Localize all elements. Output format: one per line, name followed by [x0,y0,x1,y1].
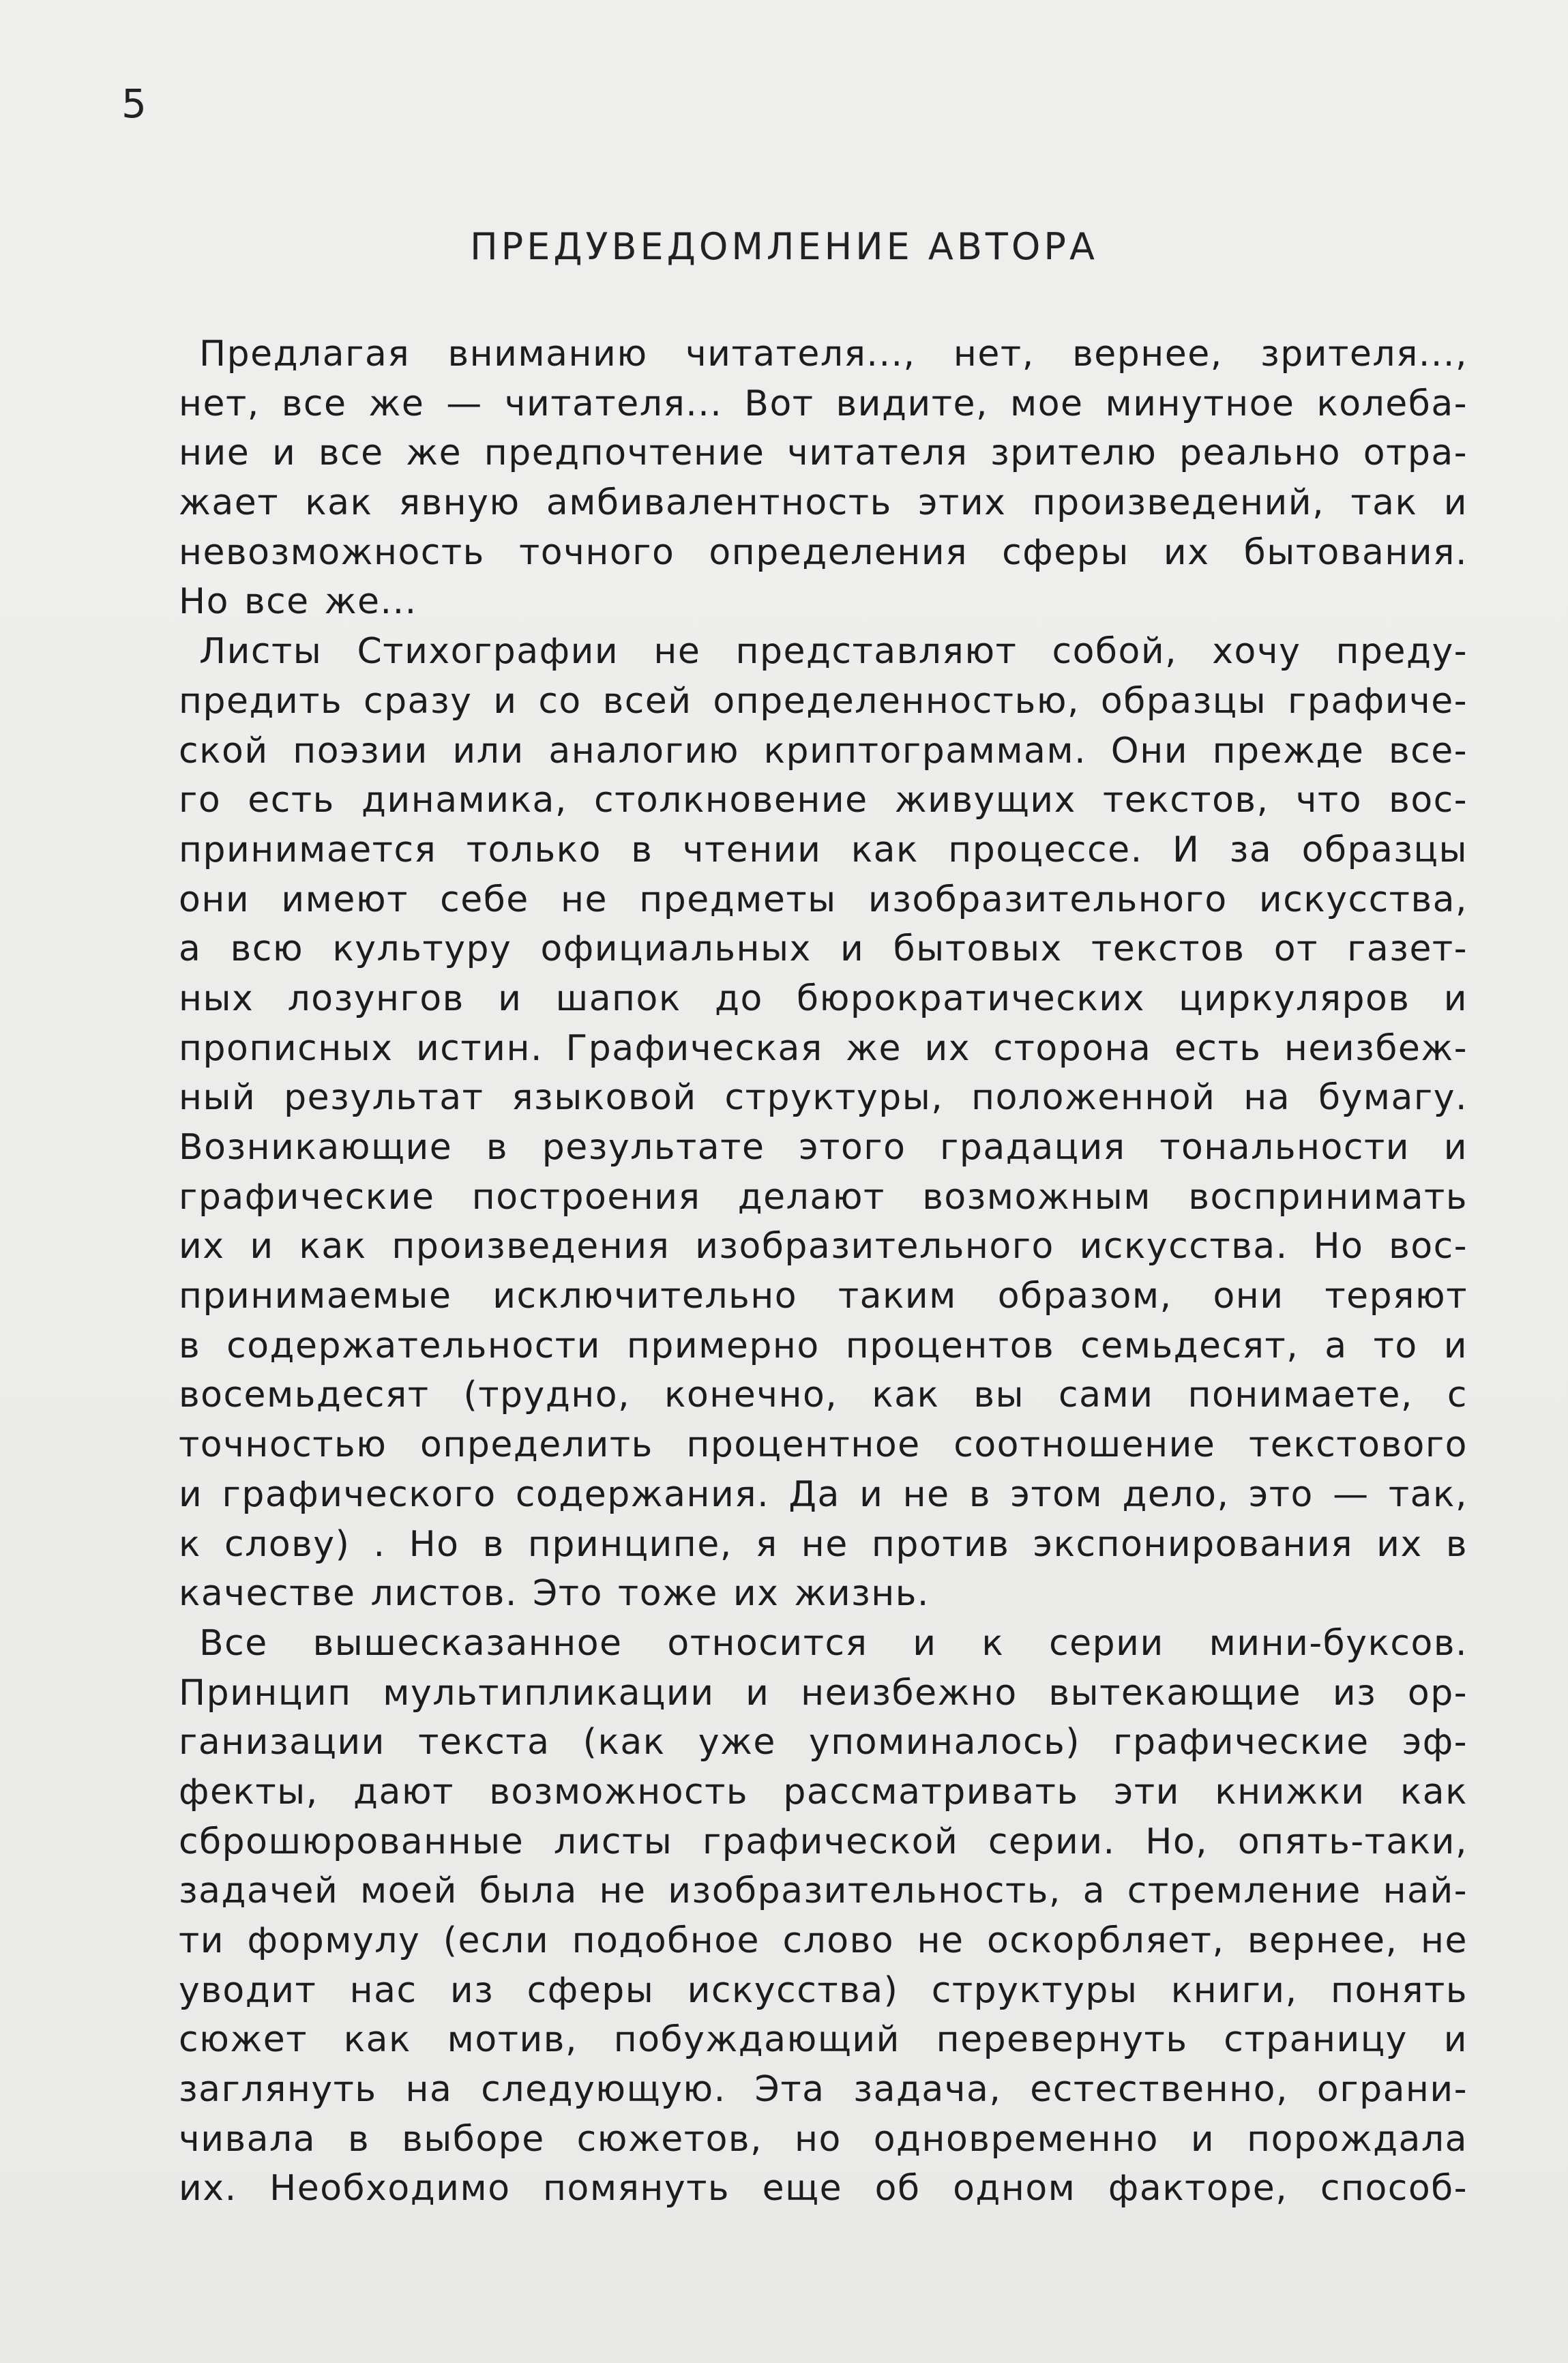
text-line: Принцип мультипликации и неизбежно вытекающие из ор- [179,1672,1468,1714]
text-line: Но все же... [179,581,417,623]
text-line: восемьдесят (трудно, конечно, как вы сами понимаете, с [179,1375,1468,1416]
body-text [179,329,1468,2214]
text-line: нет, все же — читателя... Вот видите, мое минутное колеба- [179,383,1468,424]
text-line: сброшюрованные листы графической серии. Но, опять-таки, [179,1821,1468,1862]
text-line: прописных истин. Графическая же их сторона есть неизбеж- [179,1027,1468,1069]
text-line: предить сразу и со всей определенностью, образцы графиче- [179,680,1468,722]
text-line: невозможность точного определения сферы их бытования. [179,531,1468,573]
text-line: к слову) . Но в принципе, я не против экспонирования их в [179,1523,1468,1565]
text-line: ти формулу (если подобное слово не оскорбляет, вернее, не [179,1920,1468,1961]
text-line: жает как явную амбивалентность этих произведений, так и [179,482,1468,524]
text-line: их. Необходимо помянуть еще об одном факторе, способ- [179,2168,1468,2210]
text-line: они имеют себе не предметы изобразительного искусства, [179,879,1468,920]
text-line: в содержательности примерно процентов семьдесят, а то и [179,1325,1468,1366]
page-number: 5 [121,80,147,127]
text-line: Листы Стихографии не представляют собой, хочу преду- [199,631,1468,673]
text-line: ние и все же предпочтение читателя зрителю реально отра- [179,432,1468,474]
text-line: ный результат языковой структуры, положенной на бумагу. [179,1077,1468,1119]
text-line: а всю культуру официальных и бытовых текстов от газет- [179,928,1468,970]
text-line: уводит нас из сферы искусства) структуры книги, понять [179,1969,1468,2011]
text-line: Возникающие в результате этого градация тональности и [179,1127,1468,1168]
text-line: графические построения делают возможным воспринимать [179,1176,1468,1218]
text-line: ской поэзии или аналогию криптограммам. Они прежде все- [179,730,1468,772]
text-line: ных лозунгов и шапок до бюрократических циркуляров и [179,978,1468,1019]
text-line: принимается только в чтении как процессе. И за образцы [179,829,1468,870]
text-line: их и как произведения изобразительного искусства. Но вос- [179,1226,1468,1267]
text-line: Предлагая вниманию читателя..., нет, вернее, зрителя..., [199,334,1468,375]
page-title: ПРЕДУВЕДОМЛЕНИЕ АВТОРА [470,225,1098,268]
text-line: и графического содержания. Да и не в этом дело, это — так, [179,1473,1468,1515]
text-line: чивала в выборе сюжетов, но одновременно и порождала [179,2118,1468,2160]
text-line: принимаемые исключительно таким образом, они теряют [179,1276,1468,1317]
text-line: Все вышесказанное относится и к серии мини-буксов. [199,1622,1468,1664]
text-line: ганизации текста (как уже упоминалось) графические эф- [179,1722,1468,1763]
text-line: сюжет как мотив, побуждающий перевернуть страницу и [179,2019,1468,2061]
text-line: фекты, дают возможность рассматривать эти книжки как [179,1771,1468,1812]
text-line: качестве листов. Это тоже их жизнь. [179,1573,930,1615]
text-line: заглянуть на следующую. Эта задача, естественно, ограни- [179,2069,1468,2111]
text-line: точностью определить процентное соотношение текстового [179,1424,1468,1466]
text-line: го есть динамика, столкновение живущих текстов, что вос- [179,780,1468,821]
text-line: задачей моей была не изобразительность, а стремление най- [179,1870,1468,1912]
